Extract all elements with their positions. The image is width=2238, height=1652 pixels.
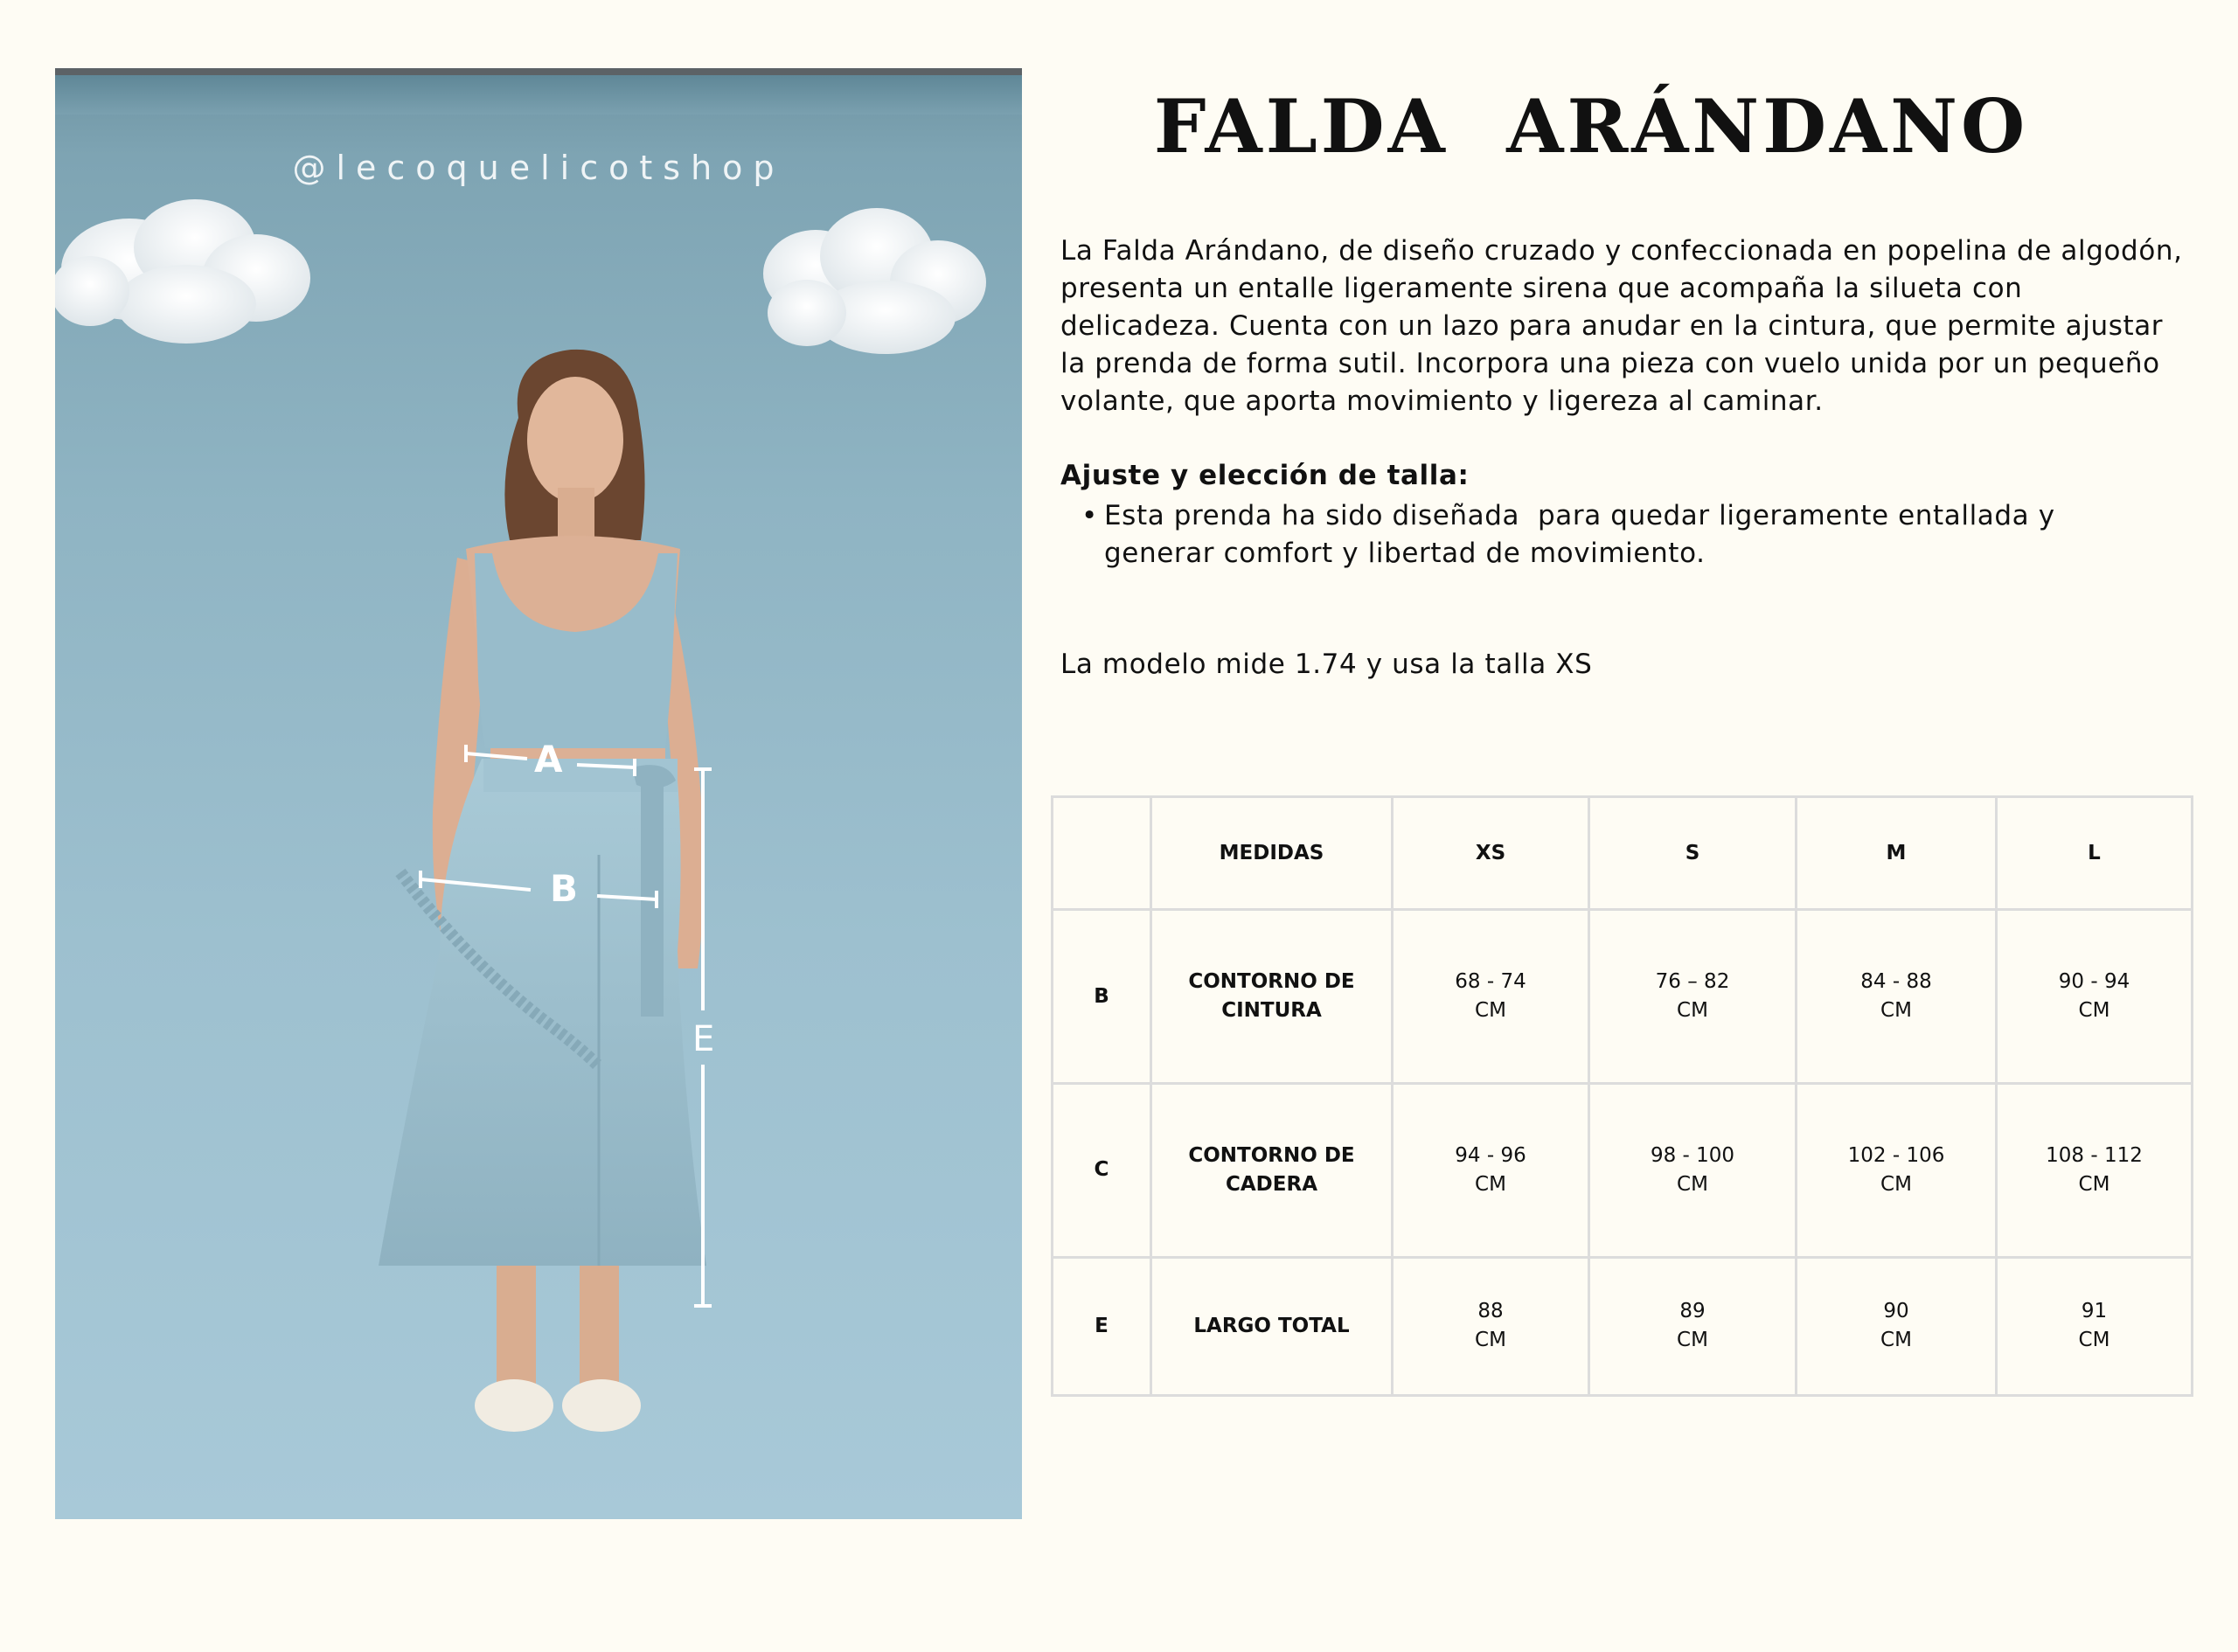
measure-label-a: A <box>534 738 563 781</box>
photo-illustration <box>55 68 1022 1519</box>
header-xs: XS <box>1393 797 1589 910</box>
cell-s: 76 – 82 CM <box>1589 910 1797 1084</box>
table-row <box>1053 1083 2193 1257</box>
cell-m: 84 - 88 CM <box>1797 910 1997 1084</box>
row-measure: CONTORNO DE CADERA <box>1151 1083 1393 1257</box>
model-size-note: La modelo mide 1.74 y usa la talla XS <box>1060 649 1593 680</box>
cloud-left <box>55 199 310 344</box>
fit-bullet-text: Esta prenda ha sido diseñada para quedar ligeramente entallada y generar comfort y libertad de movimiento. <box>1104 500 2065 569</box>
size-table-header <box>1053 797 2193 910</box>
header-medidas: MEDIDAS <box>1151 797 1393 910</box>
header-l: L <box>1997 797 2193 910</box>
cell-m: 102 - 106 CM <box>1797 1083 1997 1257</box>
fit-bullet-list <box>1060 497 2162 573</box>
product-photo <box>55 68 1022 1519</box>
table-row <box>1053 910 2193 1084</box>
cell-s: 98 - 100 CM <box>1589 1083 1797 1257</box>
product-description: La Falda Arándano, de diseño cruzado y confeccionada en popelina de algodón, presenta un entalle ligeramente sirena que acompaña la silueta con delicadeza. Cuenta con un lazo para anudar en la cintura, que permite ajustar la prenda de forma sutil. Incorpora una pieza con vuelo unida por un pequeño volante, que aporta movimiento y ligereza al caminar. <box>1060 235 2183 417</box>
cell-s: 89 CM <box>1589 1257 1797 1395</box>
cell-xs: 68 - 74 CM <box>1393 910 1589 1084</box>
photo-watermark: @lecoquelicotshop <box>292 149 785 187</box>
measure-label-b: B <box>550 867 579 910</box>
cloud-right <box>763 208 986 354</box>
cell-l: 90 - 94 CM <box>1997 910 2193 1084</box>
cell-m: 90 CM <box>1797 1257 1997 1395</box>
header-s: S <box>1589 797 1797 910</box>
row-code: B <box>1053 910 1151 1084</box>
row-code: E <box>1053 1257 1151 1395</box>
header-m: M <box>1797 797 1997 910</box>
cell-l: 108 - 112 CM <box>1997 1083 2193 1257</box>
fit-bullet-item: • Esta prenda ha sido diseñada para quedar ligeramente entallada y generar comfort y libertad de movimiento. <box>1081 500 2065 569</box>
measure-label-e: E <box>692 1019 715 1059</box>
model-figure <box>379 350 706 1432</box>
cell-xs: 94 - 96 CM <box>1393 1083 1589 1257</box>
cell-l: 91 CM <box>1997 1257 2193 1395</box>
row-measure: CONTORNO DE CINTURA <box>1151 910 1393 1084</box>
product-title: FALDA ARÁNDANO <box>1153 83 2029 170</box>
fit-heading: Ajuste y elección de talla: <box>1060 460 1470 491</box>
row-code: C <box>1053 1083 1151 1257</box>
size-table <box>1051 795 2193 1397</box>
table-row <box>1053 1257 2193 1395</box>
header-empty <box>1053 797 1151 910</box>
cell-xs: 88 CM <box>1393 1257 1589 1395</box>
row-measure: LARGO TOTAL <box>1151 1257 1393 1395</box>
